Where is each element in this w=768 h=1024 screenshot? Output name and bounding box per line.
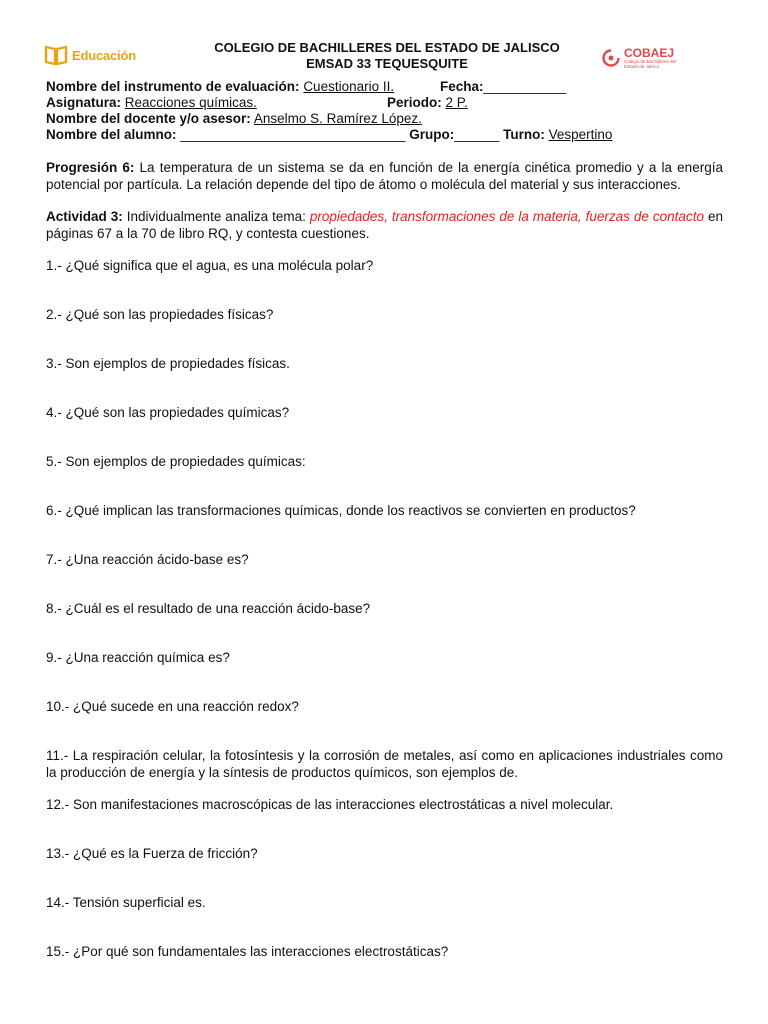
- grupo-blank[interactable]: ______: [454, 127, 500, 142]
- actividad-text-before: Individualmente analiza tema:: [126, 209, 306, 224]
- question-15: 15.- ¿Por qué son fundamentales las interacciones electrostáticas?: [46, 944, 449, 959]
- instrument-label: Nombre del instrumento de evaluación:: [46, 79, 300, 94]
- question-9: 9.- ¿Una reacción química es?: [46, 650, 230, 665]
- progresion-text: La temperatura de un sistema se da en función de la energía cinética promedio y a la energía potencial por partícula. La relación depende del tipo de átomo o molécula del material y sus interacciones.: [46, 160, 723, 192]
- title-line-2: EMSAD 33 TEQUESQUITE: [306, 56, 468, 71]
- fecha-label: Fecha:: [440, 79, 484, 94]
- turno-label: Turno:: [503, 127, 545, 142]
- educacion-logo: [44, 43, 136, 67]
- turno-value: Vespertino: [548, 127, 613, 142]
- actividad-highlight: propiedades, transformaciones de la materia, fuerzas de contacto: [309, 209, 704, 224]
- docente-label: Nombre del docente y/o asesor:: [46, 111, 251, 126]
- cobaej-seal-icon: [601, 48, 621, 68]
- document-title: [160, 40, 614, 72]
- question-10: 10.- ¿Qué sucede en una reacción redox?: [46, 699, 299, 714]
- instrument-row: [46, 79, 726, 95]
- question-12: 12.- Son manifestaciones macroscópicas de las interacciones electrostáticas a nivel molecular.: [46, 797, 614, 812]
- educacion-logo-text: Educación: [72, 47, 136, 63]
- actividad-text-after: en páginas 67 a la 70 de libro RQ, y contesta cuestiones.: [46, 209, 723, 241]
- question-7: 7.- ¿Una reacción ácido-base es?: [46, 552, 249, 567]
- periodo-value: 2 P.: [445, 95, 468, 110]
- actividad-paragraph: [46, 209, 723, 242]
- title-line-1: COLEGIO DE BACHILLERES DEL ESTADO DE JALISCO: [214, 40, 560, 55]
- question-6: 6.- ¿Qué implican las transformaciones químicas, donde los reactivos se convierten en productos?: [46, 503, 636, 518]
- asignatura-label: Asignatura:: [46, 95, 122, 110]
- periodo-field: [387, 95, 468, 111]
- question-13: 13.- ¿Qué es la Fuerza de fricción?: [46, 846, 258, 861]
- cobaej-logo: [601, 47, 684, 69]
- alumno-label: Nombre del alumno:: [46, 127, 177, 142]
- periodo-label: Periodo:: [387, 95, 442, 110]
- question-3: 3.- Son ejemplos de propiedades físicas.: [46, 356, 290, 371]
- question-5: 5.- Son ejemplos de propiedades químicas:: [46, 454, 306, 469]
- cobaej-logo-name: COBAEJ: [624, 46, 675, 60]
- question-2: 2.- ¿Qué son las propiedades físicas?: [46, 307, 274, 322]
- fecha-blank: ___________: [483, 79, 567, 94]
- question-1: 1.- ¿Qué significa que el agua, es una molécula polar?: [46, 258, 374, 273]
- alumno-blank[interactable]: ______________________________: [180, 127, 406, 142]
- question-4: 4.- ¿Qué son las propiedades químicas?: [46, 405, 290, 420]
- question-11: 11.- La respiración celular, la fotosíntesis y la corrosión de metales, así como en aplicaciones industriales como la producción de energía y la síntesis de productos químicos, son ejemplos de.: [46, 748, 723, 780]
- open-book-icon: [44, 43, 68, 67]
- asignatura-row: [46, 95, 726, 111]
- question-14: 14.- Tensión superficial es.: [46, 895, 206, 910]
- alumno-row: [46, 127, 726, 143]
- actividad-label: Actividad 3:: [46, 209, 123, 224]
- asignatura-value: Reacciones químicas.: [124, 95, 257, 110]
- progresion-paragraph: [46, 160, 723, 193]
- grupo-label: Grupo:: [409, 127, 455, 142]
- instrument-value: Cuestionario II.: [303, 79, 395, 94]
- fecha-field[interactable]: [440, 79, 566, 95]
- docente-value: Anselmo S. Ramírez López.: [253, 111, 422, 126]
- progresion-label: Progresión 6:: [46, 160, 135, 175]
- cobaej-logo-subtitle: Colegio de Bachilleres del Estado de Jalisco: [624, 59, 677, 69]
- question-8: 8.- ¿Cuál es el resultado de una reacción ácido-base?: [46, 601, 371, 616]
- docente-row: [46, 111, 726, 127]
